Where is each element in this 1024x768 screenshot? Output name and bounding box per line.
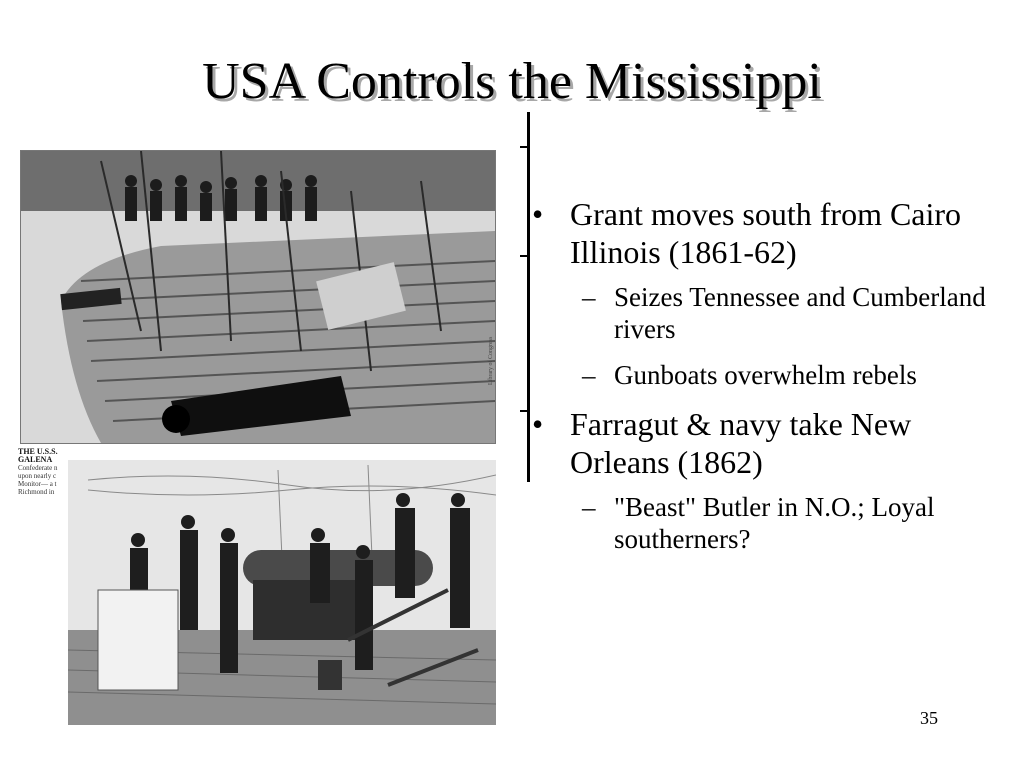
bullet-list xyxy=(530,195,1010,569)
sub-bullet-item xyxy=(530,281,1010,345)
sub-bullet-text: Seizes Tennessee and Cumberland rivers xyxy=(614,282,986,344)
bullet-marker: • xyxy=(532,196,544,232)
dash-marker: – xyxy=(582,282,596,312)
bullet-text: Grant moves south from Cairo Illinois (1861-62) xyxy=(570,196,962,270)
caption-line: upon nearly c xyxy=(18,472,57,480)
sub-bullet-item xyxy=(530,491,1010,555)
caption-line: Monitor— a t xyxy=(18,480,57,488)
page-number: 35 xyxy=(920,708,938,728)
photo-collage xyxy=(18,145,498,725)
divider-tick xyxy=(520,146,530,148)
dash-marker: – xyxy=(582,492,596,522)
divider-tick xyxy=(520,410,530,412)
caption-title: THE U.S.S. GALENA xyxy=(18,448,58,464)
gun-crew-photo xyxy=(68,460,496,725)
sub-bullet-text: Gunboats overwhelm rebels xyxy=(614,360,917,390)
photo-caption xyxy=(18,448,68,496)
caption-line: Richmond in xyxy=(18,488,55,496)
dash-marker: – xyxy=(582,360,596,390)
bullet-text: Farragut & navy take New Orleans (1862) xyxy=(570,406,912,480)
bullet-item xyxy=(530,405,1010,481)
divider-tick xyxy=(520,255,530,257)
bullet-marker: • xyxy=(532,406,544,442)
galena-ship-photo xyxy=(20,150,496,444)
sub-bullet-text: "Beast" Butler in N.O.; Loyal southerners? xyxy=(614,492,935,554)
photo-credit: Library of Congress xyxy=(488,336,494,385)
bullet-item xyxy=(530,195,1010,271)
slide-title: USA Controls the Mississippi xyxy=(202,53,822,110)
sub-bullet-item xyxy=(530,359,1010,391)
caption-line: Confederate n xyxy=(18,464,58,472)
